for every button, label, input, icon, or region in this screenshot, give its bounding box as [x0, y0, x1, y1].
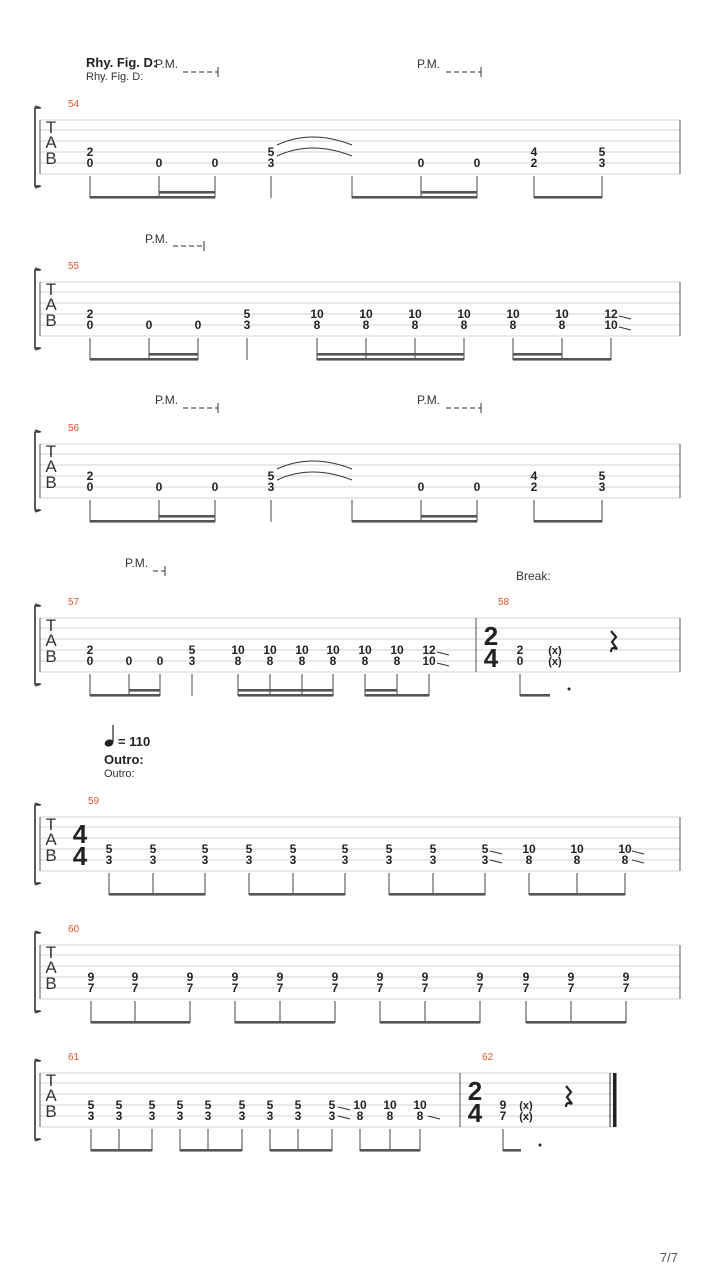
fret-number: 10 — [359, 307, 373, 321]
fret-number: 8 — [509, 318, 517, 332]
fret-number: 7 — [276, 981, 284, 995]
beam — [159, 515, 215, 518]
beam — [529, 893, 625, 896]
slide-mark — [338, 1107, 350, 1110]
fret-number: 7 — [131, 981, 139, 995]
slide-mark — [490, 860, 502, 863]
fret-number: 8 — [621, 853, 629, 867]
quarter-rest — [611, 631, 617, 652]
fret-number: 3 — [289, 853, 297, 867]
rhythm-figure-sublabel: Rhy. Fig. D: — [86, 71, 144, 83]
fret-number: 0 — [86, 156, 94, 170]
fret-number: 10 — [231, 643, 245, 657]
fret-number: 5 — [149, 842, 157, 856]
beam — [526, 1021, 626, 1024]
fret-number: 9 — [421, 970, 429, 984]
palm-mute-label: P.M. — [417, 57, 441, 71]
fret-number: 0 — [86, 654, 94, 668]
fret-number: 10 — [555, 307, 569, 321]
fret-number: 0 — [417, 480, 425, 494]
palm-mute-label: P.M. — [417, 393, 441, 407]
rhythm-dot — [539, 1144, 542, 1147]
fret-number: 5 — [238, 1098, 246, 1112]
fret-number: 10 — [506, 307, 520, 321]
fret-number: 10 — [422, 654, 436, 668]
fret-number: 5 — [598, 145, 606, 159]
fret-number: 9 — [87, 970, 95, 984]
fret-number: 10 — [604, 318, 618, 332]
fret-number: 0 — [155, 480, 163, 494]
fret-number: 0 — [156, 654, 164, 668]
fret-number: 3 — [341, 853, 349, 867]
final-barline — [613, 1073, 617, 1127]
staff-bracket — [35, 432, 40, 510]
staff-bracket — [35, 1061, 40, 1139]
fret-number: 3 — [245, 853, 253, 867]
fret-number: 5 — [294, 1098, 302, 1112]
fret-number: 0 — [211, 156, 219, 170]
tab-staff — [35, 796, 680, 896]
fret-number: 3 — [149, 853, 157, 867]
beam — [534, 520, 602, 523]
fret-number: 8 — [558, 318, 566, 332]
tab-clef-letter: A — [45, 631, 57, 650]
fret-number: 7 — [567, 981, 575, 995]
beam — [352, 196, 477, 199]
fret-number: 5 — [341, 842, 349, 856]
slide-mark — [437, 652, 449, 655]
fret-number: 3 — [87, 1109, 95, 1123]
beam — [90, 358, 198, 361]
fret-number: 8 — [361, 654, 369, 668]
palm-mute-label: P.M. — [155, 393, 179, 407]
fret-number: 10 — [310, 307, 324, 321]
fret-number: 9 — [476, 970, 484, 984]
measure-number: 56 — [68, 423, 80, 434]
fret-number: 5 — [245, 842, 253, 856]
beam — [235, 1021, 335, 1024]
fret-number: 10 — [390, 643, 404, 657]
fret-number: 7 — [186, 981, 194, 995]
fret-number: 9 — [231, 970, 239, 984]
tempo-marking: = 110 — [118, 734, 151, 749]
slide-mark — [619, 316, 631, 319]
fret-number: 3 — [204, 1109, 212, 1123]
tab-clef-letter: B — [45, 974, 57, 993]
tab-staff — [35, 566, 680, 697]
fret-number: 9 — [131, 970, 139, 984]
fret-number: 0 — [155, 156, 163, 170]
fret-number: 9 — [376, 970, 384, 984]
outro-sublabel: Outro: — [104, 768, 135, 780]
tab-clef-letter: A — [45, 830, 57, 849]
fret-number: 7 — [622, 981, 630, 995]
staff-bracket — [35, 606, 40, 684]
fret-number: 8 — [393, 654, 401, 668]
fret-number: 3 — [105, 853, 113, 867]
beam — [249, 893, 345, 896]
fret-number: 3 — [481, 853, 489, 867]
fret-number: 9 — [522, 970, 530, 984]
beam — [180, 1149, 242, 1152]
fret-number: 7 — [522, 981, 530, 995]
measure-number: 54 — [68, 99, 80, 110]
fret-number: 3 — [429, 853, 437, 867]
fret-number: 8 — [416, 1109, 424, 1123]
measure-number: 60 — [68, 924, 80, 935]
fret-number: 3 — [267, 156, 275, 170]
slide-mark — [338, 1116, 350, 1119]
fret-number: (x) — [519, 1111, 533, 1123]
fret-number: 0 — [473, 480, 481, 494]
staff-bracket — [35, 270, 40, 348]
tab-clef-letter: T — [45, 815, 57, 834]
fret-number: 10 — [383, 1098, 397, 1112]
fret-number: 8 — [386, 1109, 394, 1123]
slide-mark — [619, 327, 631, 330]
time-signature: 4 — [72, 819, 88, 849]
tab-clef-letter: A — [45, 295, 57, 314]
measure-number: 57 — [68, 597, 80, 608]
fret-number: 5 — [201, 842, 209, 856]
fret-number: 3 — [267, 480, 275, 494]
fret-number: 5 — [204, 1098, 212, 1112]
fret-number: 3 — [243, 318, 251, 332]
fret-number: 10 — [353, 1098, 367, 1112]
time-signature: 2 — [483, 621, 499, 651]
staff-bracket — [35, 108, 40, 186]
tab-clef-letter: T — [45, 1071, 57, 1090]
beam — [109, 893, 205, 896]
measure-number: 59 — [88, 796, 100, 807]
slide-mark — [437, 663, 449, 666]
page-number: 7/7 — [659, 1250, 678, 1265]
fret-number: 5 — [385, 842, 393, 856]
tab-clef-letter: A — [45, 133, 57, 152]
tab-staff — [35, 67, 680, 199]
beam — [360, 1149, 420, 1152]
beam — [380, 1021, 480, 1024]
fret-number: 10 — [457, 307, 471, 321]
fret-number: 3 — [201, 853, 209, 867]
fret-number: 9 — [276, 970, 284, 984]
fret-number: 5 — [289, 842, 297, 856]
fret-number: 9 — [567, 970, 575, 984]
time-signature: 4 — [72, 841, 88, 871]
tab-clef-letter: B — [45, 473, 57, 492]
beam — [270, 1149, 332, 1152]
fret-number: 4 — [530, 145, 538, 159]
fret-number: 8 — [525, 853, 533, 867]
fret-number: 7 — [376, 981, 384, 995]
fret-number: 5 — [243, 307, 251, 321]
fret-number: 2 — [86, 307, 94, 321]
tab-clef-letter: B — [45, 311, 57, 330]
tab-staff — [35, 924, 680, 1024]
fret-number: 9 — [331, 970, 339, 984]
measure-number: 58 — [498, 597, 510, 608]
fret-number: (x) — [548, 656, 562, 668]
slide-mark — [490, 851, 502, 854]
fret-number: 8 — [298, 654, 306, 668]
beam — [317, 353, 464, 356]
beam — [149, 353, 198, 356]
tab-clef-letter: T — [45, 118, 57, 137]
beam — [352, 520, 477, 523]
fret-number: 3 — [385, 853, 393, 867]
fret-number: 3 — [598, 480, 606, 494]
fret-number: 10 — [413, 1098, 427, 1112]
fret-number: 0 — [86, 480, 94, 494]
slide-mark — [632, 860, 644, 863]
fret-number: 0 — [211, 480, 219, 494]
fret-number: 0 — [194, 318, 202, 332]
fret-number: 5 — [598, 469, 606, 483]
tab-clef-letter: B — [45, 149, 57, 168]
palm-mute-label: P.M. — [155, 57, 179, 71]
tab-clef-letter: A — [45, 958, 57, 977]
tab-clef-letter: T — [45, 616, 57, 635]
fret-number: 5 — [105, 842, 113, 856]
tab-staff — [35, 1052, 614, 1152]
fret-number: 0 — [473, 156, 481, 170]
tab-clef-letter: T — [45, 280, 57, 299]
fret-number: 10 — [263, 643, 277, 657]
beam — [91, 1021, 190, 1024]
fret-number: 7 — [231, 981, 239, 995]
fret-number: 2 — [530, 156, 538, 170]
beam — [365, 689, 397, 692]
fret-number: 5 — [481, 842, 489, 856]
fret-number: 12 — [422, 643, 436, 657]
fret-number: 2 — [86, 145, 94, 159]
fret-number: 3 — [294, 1109, 302, 1123]
beam — [365, 694, 429, 697]
fret-number: 0 — [145, 318, 153, 332]
fret-number: 9 — [186, 970, 194, 984]
staff-bracket — [35, 933, 40, 1011]
fret-number: 10 — [408, 307, 422, 321]
slide-mark — [632, 851, 644, 854]
fret-number: 2 — [86, 643, 94, 657]
fret-number: 7 — [87, 981, 95, 995]
quarter-rest — [566, 1086, 572, 1107]
fret-number: 10 — [522, 842, 536, 856]
fret-number: 2 — [516, 643, 524, 657]
fret-number: 12 — [604, 307, 618, 321]
beam — [159, 191, 215, 194]
fret-number: 0 — [516, 654, 524, 668]
time-signature: 2 — [467, 1076, 483, 1106]
fret-number: 10 — [618, 842, 632, 856]
fret-number: 5 — [266, 1098, 274, 1112]
measure-number: 55 — [68, 261, 80, 272]
break-label: Break: — [516, 569, 551, 583]
fret-number: 5 — [115, 1098, 123, 1112]
outro-label: Outro: — [104, 752, 144, 767]
beam — [513, 358, 611, 361]
fret-number: 8 — [356, 1109, 364, 1123]
tab-clef-letter: T — [45, 943, 57, 962]
tab-staff — [35, 403, 680, 523]
fret-number: 5 — [267, 145, 275, 159]
beam — [238, 689, 333, 692]
fret-number: 9 — [622, 970, 630, 984]
measure-number: 62 — [482, 1052, 494, 1063]
tab-clef-letter: B — [45, 1102, 57, 1121]
fret-number: 8 — [573, 853, 581, 867]
fret-number: 7 — [499, 1109, 507, 1123]
fret-number: 0 — [417, 156, 425, 170]
fret-number: 8 — [362, 318, 370, 332]
beam — [90, 520, 215, 523]
beam — [503, 1149, 521, 1152]
fret-number: 3 — [238, 1109, 246, 1123]
fret-number: 8 — [460, 318, 468, 332]
beam — [317, 358, 464, 361]
fret-number: 7 — [331, 981, 339, 995]
fret-number: 5 — [267, 469, 275, 483]
palm-mute-label: P.M. — [145, 232, 169, 246]
fret-number: 5 — [176, 1098, 184, 1112]
tab-clef-letter: T — [45, 442, 57, 461]
fret-number: 10 — [295, 643, 309, 657]
fret-number: 8 — [411, 318, 419, 332]
fret-number: 5 — [328, 1098, 336, 1112]
tab-clef-letter: A — [45, 457, 57, 476]
fret-number: 7 — [421, 981, 429, 995]
fret-number: (x) — [548, 645, 562, 657]
fret-number: 3 — [328, 1109, 336, 1123]
fret-number: 10 — [570, 842, 584, 856]
beam — [90, 694, 160, 697]
fret-number: 7 — [476, 981, 484, 995]
tab-clef-letter: B — [45, 647, 57, 666]
time-signature: 4 — [467, 1098, 483, 1128]
fret-number: 8 — [329, 654, 337, 668]
palm-mute-label: P.M. — [125, 556, 149, 570]
beam — [520, 694, 550, 697]
fret-number: 4 — [530, 469, 538, 483]
fret-number: 3 — [266, 1109, 274, 1123]
fret-number: 3 — [148, 1109, 156, 1123]
fret-number: 3 — [598, 156, 606, 170]
measure-number: 61 — [68, 1052, 80, 1063]
beam — [421, 515, 477, 518]
beam — [513, 353, 562, 356]
rhythm-figure-label: Rhy. Fig. D: — [86, 55, 158, 70]
staff-bracket — [35, 805, 40, 883]
fret-number: 8 — [266, 654, 274, 668]
beam — [534, 196, 602, 199]
tab-clef-letter: A — [45, 1086, 57, 1105]
fret-number: 5 — [148, 1098, 156, 1112]
beam — [238, 694, 333, 697]
fret-number: 2 — [86, 469, 94, 483]
slide-mark — [428, 1116, 440, 1119]
fret-number: 8 — [234, 654, 242, 668]
tab-clef-letter: B — [45, 846, 57, 865]
fret-number: 0 — [86, 318, 94, 332]
beam — [389, 893, 485, 896]
fret-number: 0 — [125, 654, 133, 668]
fret-number: 5 — [429, 842, 437, 856]
beam — [421, 191, 477, 194]
tab-staff — [35, 241, 680, 361]
fret-number: 10 — [326, 643, 340, 657]
fret-number: 5 — [188, 643, 196, 657]
fret-number: 3 — [115, 1109, 123, 1123]
fret-number: 3 — [188, 654, 196, 668]
fret-number: 10 — [358, 643, 372, 657]
fret-number: 5 — [87, 1098, 95, 1112]
beam — [129, 689, 160, 692]
time-signature: 4 — [483, 643, 499, 673]
rhythm-dot — [568, 688, 571, 691]
fret-number: 2 — [530, 480, 538, 494]
beam — [90, 196, 215, 199]
fret-number: 9 — [499, 1098, 507, 1112]
fret-number: (x) — [519, 1100, 533, 1112]
fret-number: 3 — [176, 1109, 184, 1123]
fret-number: 8 — [313, 318, 321, 332]
beam — [91, 1149, 152, 1152]
